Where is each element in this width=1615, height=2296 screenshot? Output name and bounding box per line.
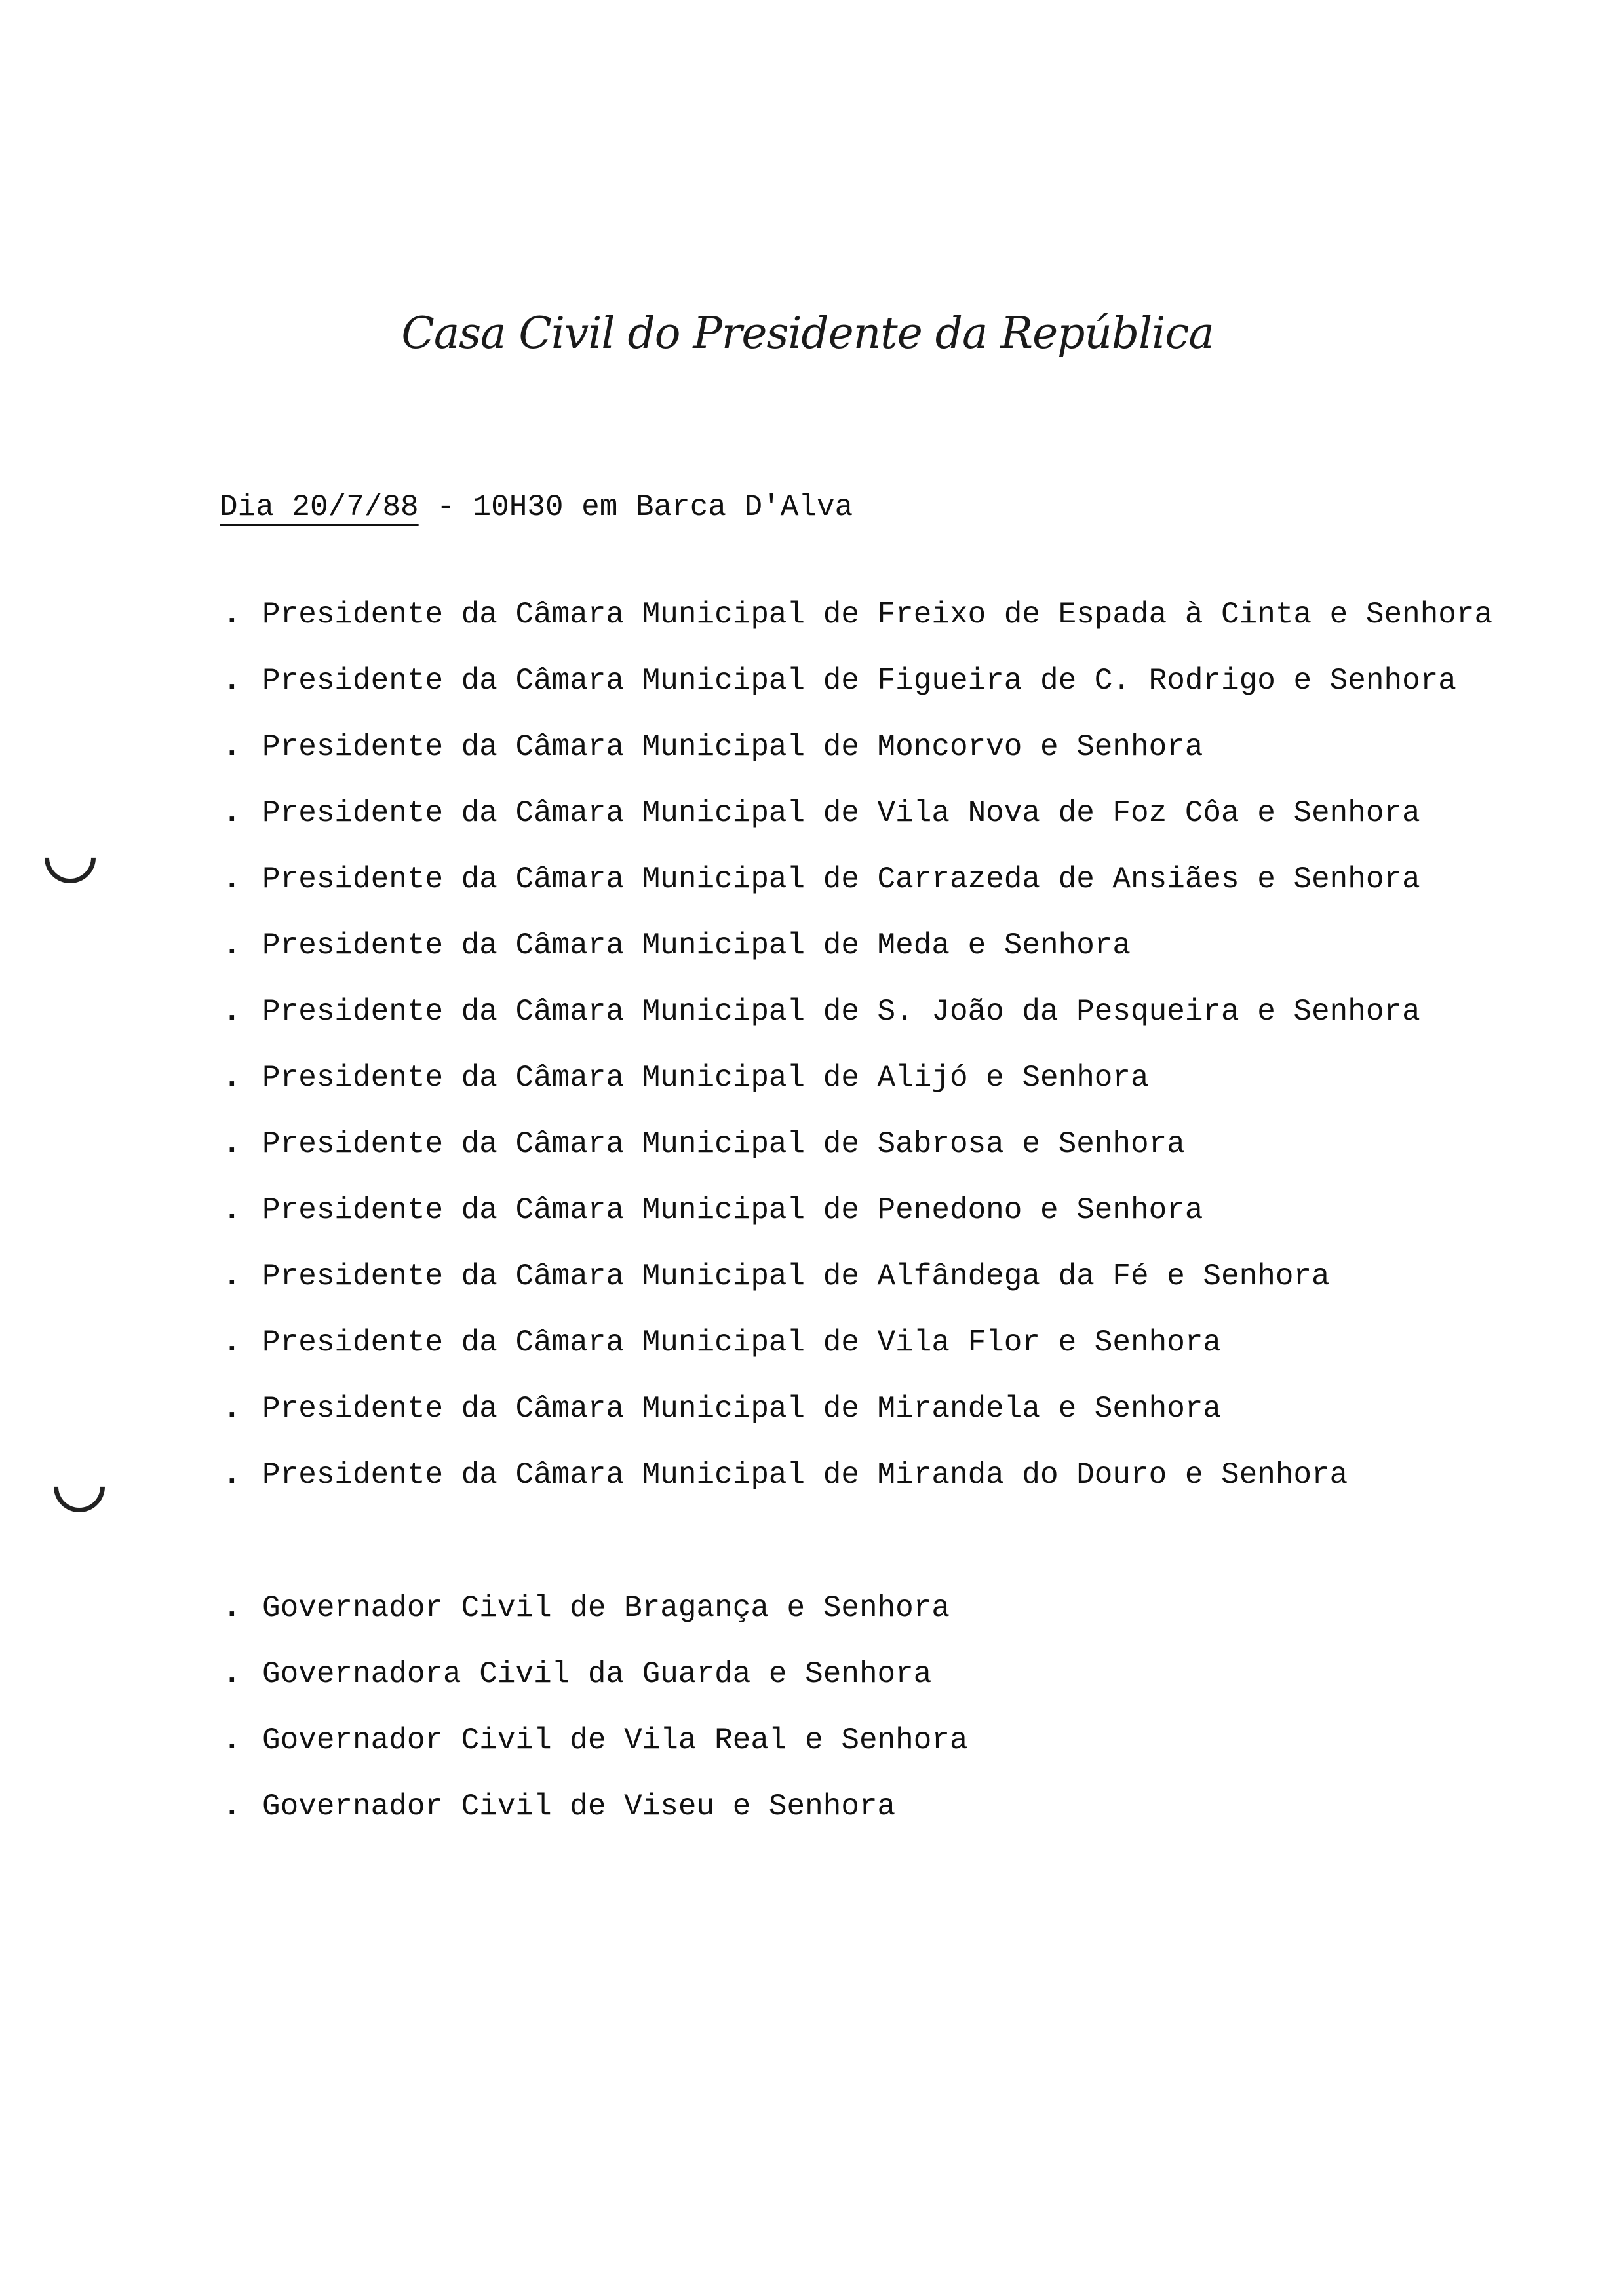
bullet: . (223, 730, 241, 764)
bullet: . (223, 1326, 241, 1360)
list-item (223, 979, 1492, 1045)
event-date: Dia 20/7/88 (220, 490, 419, 524)
bullet: . (223, 928, 241, 963)
list-item (223, 1244, 1492, 1310)
bullet: . (223, 1723, 241, 1757)
bullet: . (223, 1591, 241, 1625)
list-item (223, 1177, 1492, 1244)
list-item (223, 1575, 968, 1641)
punch-hole-mark (43, 1451, 115, 1523)
event-heading (220, 490, 853, 524)
list-item (223, 847, 1492, 913)
list-item (223, 714, 1492, 780)
list-item-text: Presidente da Câmara Municipal de Vila Flor e Senhora (262, 1326, 1222, 1360)
list-item (223, 913, 1492, 979)
list-item-text: Presidente da Câmara Municipal de Alijó e Senhora (262, 1061, 1149, 1095)
list-item (223, 1310, 1492, 1376)
bullet: . (223, 995, 241, 1029)
event-time-place: 10H30 em Barca D'Alva (473, 490, 853, 524)
bullet: . (223, 1259, 241, 1293)
bullet: . (223, 862, 241, 896)
list-item-text: Presidente da Câmara Municipal de Penedono e Senhora (262, 1193, 1203, 1227)
bullet: . (223, 598, 241, 632)
list-item (223, 780, 1492, 847)
list-item-text: Governador Civil de Vila Real e Senhora (262, 1723, 968, 1757)
list-item (223, 1376, 1492, 1442)
bullet: . (223, 1061, 241, 1095)
list-item-text: Presidente da Câmara Municipal de Miranda do Douro e Senhora (262, 1458, 1348, 1492)
list-item-text: Presidente da Câmara Municipal de Freixo de Espada à Cinta e Senhora (262, 598, 1493, 632)
bullet: . (223, 1392, 241, 1426)
list-item (223, 1774, 968, 1840)
list-item-text: Presidente da Câmara Municipal de Figueira de C. Rodrigo e Senhora (262, 664, 1456, 698)
list-item (223, 1045, 1492, 1111)
bullet: . (223, 1789, 241, 1824)
punch-hole-mark (34, 822, 106, 894)
list-item-text: Presidente da Câmara Municipal de Carrazeda de Ansiães e Senhora (262, 862, 1420, 896)
list-item-text: Presidente da Câmara Municipal de Vila Nova de Foz Côa e Senhora (262, 796, 1420, 830)
letterhead-title: Casa Civil do Presidente da República (401, 308, 1214, 358)
bullet: . (223, 1657, 241, 1691)
bullet: . (223, 1458, 241, 1492)
list-item (223, 1442, 1492, 1508)
list-item-text: Presidente da Câmara Municipal de Alfândega da Fé e Senhora (262, 1259, 1330, 1293)
bullet: . (223, 664, 241, 698)
bullet: . (223, 1193, 241, 1227)
list-item (223, 1708, 968, 1774)
list-item-text: Governador Civil de Bragança e Senhora (262, 1591, 950, 1625)
bullet: . (223, 1127, 241, 1161)
list-item (223, 1111, 1492, 1177)
list-item-text: Presidente da Câmara Municipal de S. João da Pesqueira e Senhora (262, 995, 1420, 1029)
list-item-text: Presidente da Câmara Municipal de Meda e Senhora (262, 928, 1131, 963)
list-item-text: Governadora Civil da Guarda e Senhora (262, 1657, 932, 1691)
list-item-text: Presidente da Câmara Municipal de Sabrosa e Senhora (262, 1127, 1185, 1161)
heading-separator: - (437, 490, 455, 524)
list-item-text: Presidente da Câmara Municipal de Moncorvo e Senhora (262, 730, 1203, 764)
list-item (223, 648, 1492, 714)
governadores-guest-list (223, 1575, 968, 1840)
bullet: . (223, 796, 241, 830)
camaras-guest-list (223, 582, 1492, 1508)
list-item-text: Presidente da Câmara Municipal de Mirandela e Senhora (262, 1392, 1222, 1426)
list-item (223, 1641, 968, 1708)
list-item (223, 582, 1492, 648)
list-item-text: Governador Civil de Viseu e Senhora (262, 1789, 896, 1824)
